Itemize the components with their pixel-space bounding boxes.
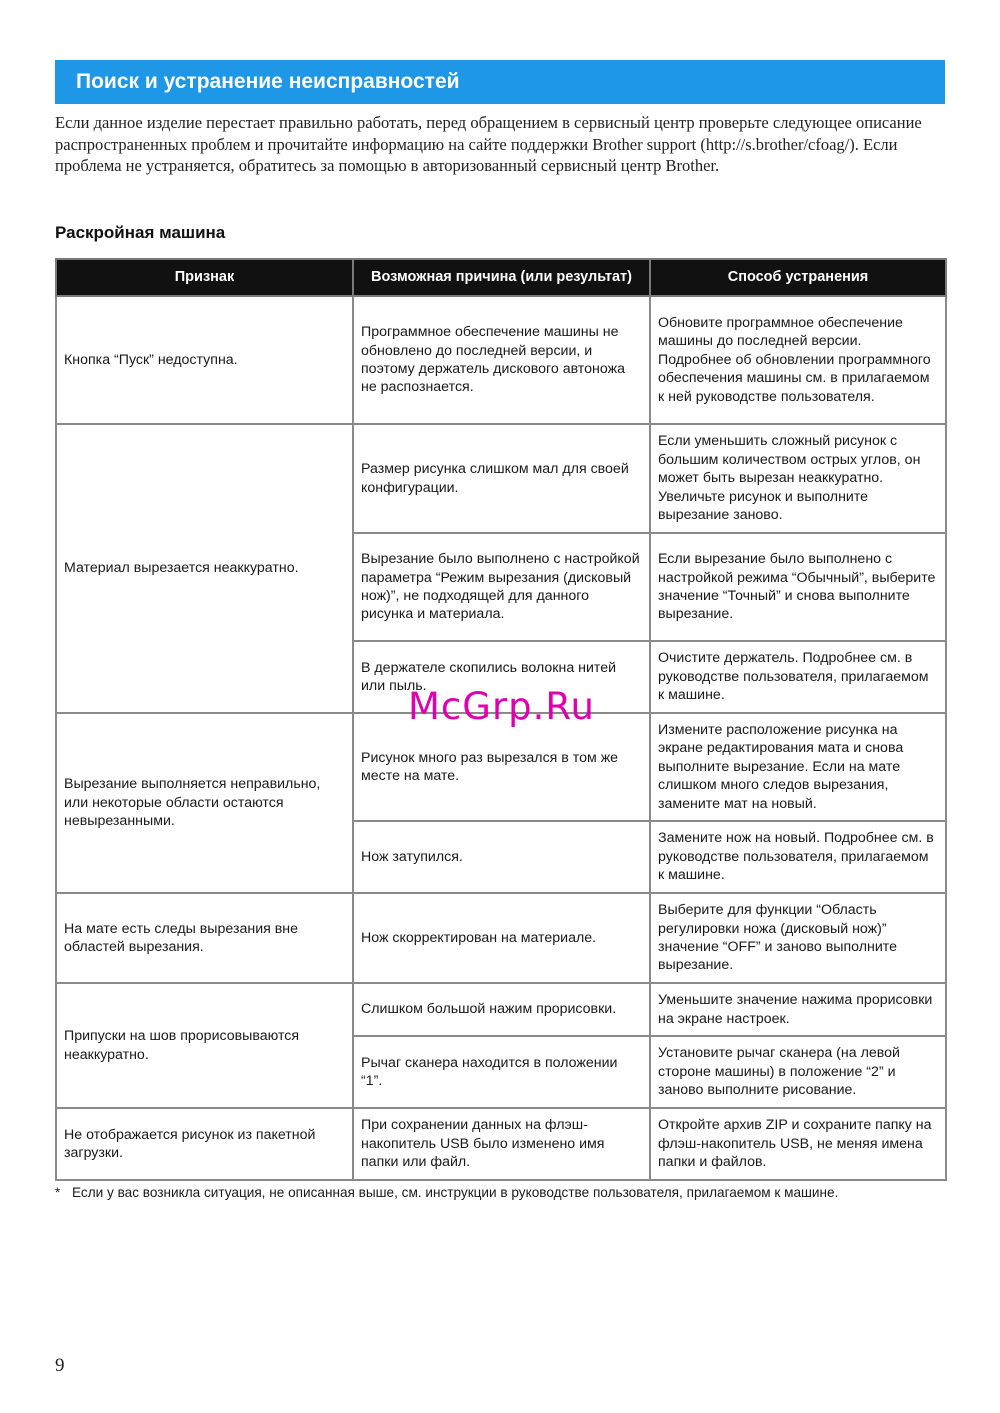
solution-cell: Очистите держатель. Подробнее см. в руководстве пользователя, прилагаемом к машине. [650, 641, 946, 713]
solution-cell: Откройте архив ZIP и сохраните папку на флэш-накопитель USB, не меняя имена папки и файлов. [650, 1108, 946, 1180]
cause-cell: В держателе скопились волокна нитей или пыль. [353, 641, 650, 713]
header-symptom: Признак [56, 259, 353, 296]
symptom-cell: Вырезание выполняется неправильно, или некоторые области остаются невырезанными. [56, 713, 353, 893]
cause-cell: Рычаг сканера находится в положении “1”. [353, 1036, 650, 1108]
solution-cell: Выберите для функции “Область регулировки ножа (дисковый нож)” значение “OFF” и заново выполните вырезание. [650, 893, 946, 983]
table-row [56, 893, 946, 983]
header-cause: Возможная причина (или результат) [353, 259, 650, 296]
footnote-mark: * [55, 1185, 61, 1200]
intro-paragraph: Если данное изделие перестает правильно работать, перед обращением в сервисный центр проверьте следующее описание распространенных проблем и прочитайте информацию на сайте поддержки Brother support (http://s.brother/cfoag/). Если проблема не устраняется, обратитесь за помощью в авторизованный сервисный центр Brother. [55, 113, 922, 175]
header-solution: Способ устранения [650, 259, 946, 296]
cause-cell: Рисунок много раз вырезался в том же месте на мате. [353, 713, 650, 821]
cause-cell: Вырезание было выполнено с настройкой параметра “Режим вырезания (дисковый нож)”, не подходящей для данного рисунка и материала. [353, 533, 650, 641]
solution-cell: Если уменьшить сложный рисунок с большим количеством острых углов, он может быть вырезан неаккуратно. Увеличьте рисунок и выполните вырезание заново. [650, 424, 946, 533]
symptom-cell: Материал вырезается неаккуратно. [56, 424, 353, 713]
page-number: 9 [55, 1355, 65, 1376]
table-row [56, 713, 946, 821]
footnote [55, 1185, 945, 1200]
symptom-cell: Припуски на шов прорисовываются неаккуратно. [56, 983, 353, 1108]
page-title: Поиск и устранение неисправностей [76, 70, 460, 93]
solution-cell: Если вырезание было выполнено с настройкой режима “Обычный”, выберите значение “Точный” и снова выполните вырезание. [650, 533, 946, 641]
section-heading: Раскройная машина [55, 223, 226, 242]
symptom-cell: Кнопка “Пуск” недоступна. [56, 296, 353, 424]
cause-cell: Размер рисунка слишком мал для своей конфигурации. [353, 424, 650, 533]
watermark: McGrp.Ru [408, 685, 595, 728]
table-row [56, 1108, 946, 1180]
table-row [56, 983, 946, 1036]
section-banner [55, 60, 945, 104]
cause-cell: Программное обеспечение машины не обновлено до последней версии, и поэтому держатель дискового автоножа не распознается. [353, 296, 650, 424]
cause-cell: Слишком большой нажим прорисовки. [353, 983, 650, 1036]
footnote-text: Если у вас возникла ситуация, не описанная выше, см. инструкции в руководстве пользователя, прилагаемом к машине. [72, 1185, 839, 1200]
solution-cell: Обновите программное обеспечение машины до последней версии. Подробнее об обновлении программного обеспечения машины см. в прилагаемом к ней руководстве пользователя. [650, 296, 946, 424]
cause-cell: При сохранении данных на флэш-накопитель USB было изменено имя папки или файл. [353, 1108, 650, 1180]
symptom-cell: Не отображается рисунок из пакетной загрузки. [56, 1108, 353, 1180]
solution-cell: Уменьшите значение нажима прорисовки на экране настроек. [650, 983, 946, 1036]
solution-cell: Замените нож на новый. Подробнее см. в руководстве пользователя, прилагаемом к машине. [650, 821, 946, 893]
cause-cell: Нож затупился. [353, 821, 650, 893]
table-row [56, 424, 946, 533]
solution-cell: Измените расположение рисунка на экране редактирования мата и снова выполните вырезание. Если на мате слишком много следов вырезания, замените мат на новый. [650, 713, 946, 821]
solution-cell: Установите рычаг сканера (на левой стороне машины) в положение “2” и заново выполните рисование. [650, 1036, 946, 1108]
table-row [56, 296, 946, 424]
cause-cell: Нож скорректирован на материале. [353, 893, 650, 983]
symptom-cell: На мате есть следы вырезания вне областей вырезания. [56, 893, 353, 983]
table-header-row [56, 259, 946, 296]
